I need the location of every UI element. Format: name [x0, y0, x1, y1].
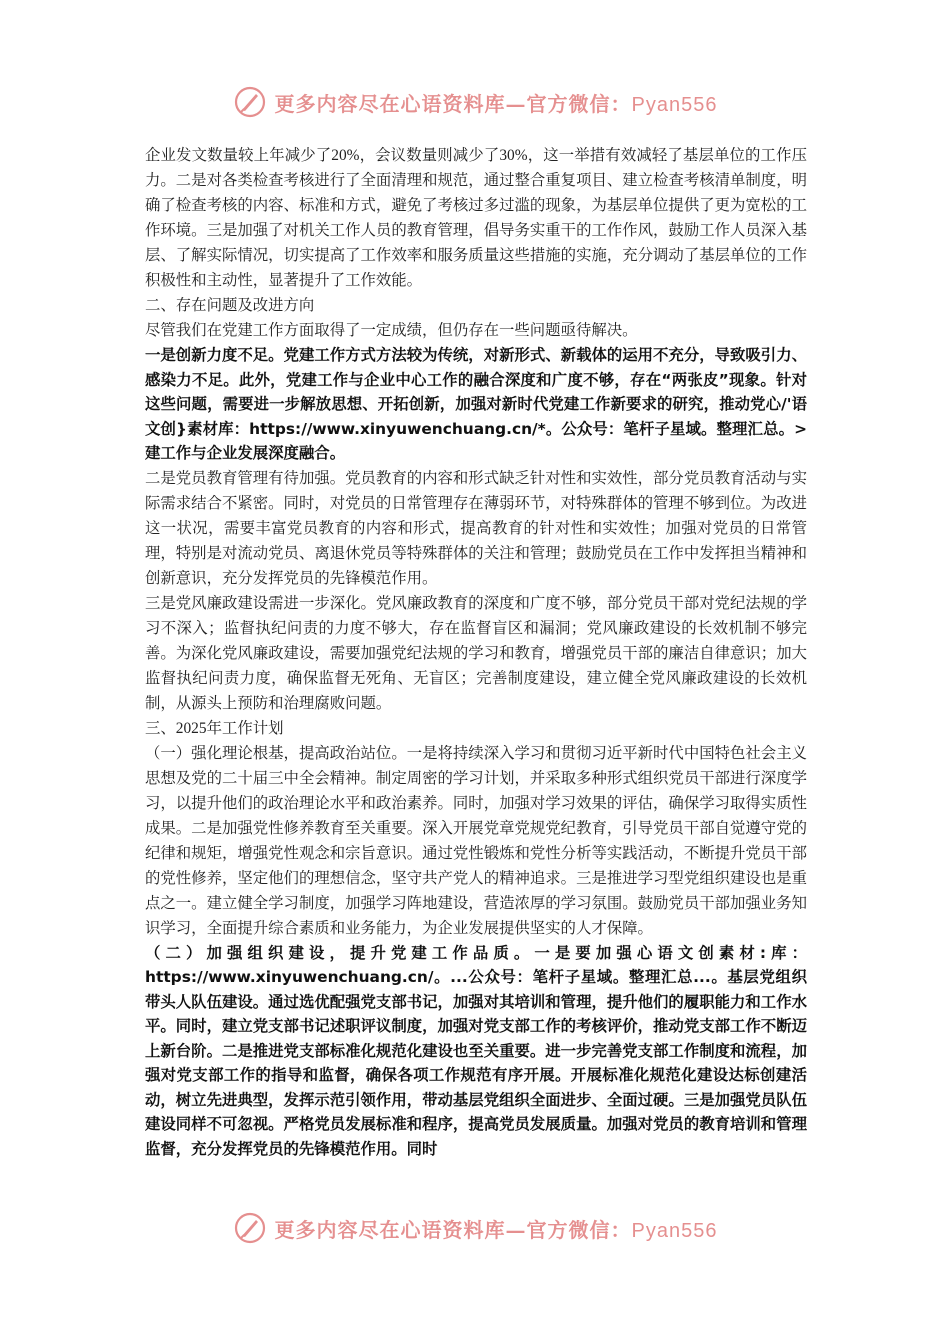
banner-text: 更多内容尽在心语资料库—官方微信：Pyan556 [274, 91, 718, 116]
section-heading-3: 三、2025年工作计划 [145, 719, 284, 737]
paragraph-1: 企业发文数量较上年减少了20%，会议数量则减少了30%，这一举措有效减轻了基层单位的工作压力。二是对各类检查考核进行了全面清理和规范，通过整合重复项目、建立检查考核清单制度，明确了检查考核的内容、标准和方式，避免了考核过多过滥的现象，为基层单位提供了更为宽松的工作环境。三是加强了对机关工作人员的教育管理，倡导务实重干的工作作风，鼓励工作人员深入基层、了解实际情况，切实提高了工作效率和服务质量这些措施的实施，充分调动了基层单位的工作积极性和主动性，显著提升了工作效能。 [145, 147, 807, 289]
quill-logo-icon [233, 1211, 267, 1245]
wechat-id: Pyan556 [631, 93, 718, 116]
header-watermark-banner [0, 82, 950, 122]
paragraph-9: （二）加强组织建设，提升党建工作品质。一是要加强心语文创素材:库：https://www.xinyuwenchuang.cn/。...公众号：笔杆子星域。整理汇总...。基层党组织带头人队伍建设。通过选优配强党支部书记，加强对其培训和管理，提升他们的履职能力和工作水平。同时，建立党支部书记述职评议制度，加强对党支部工作的考核评价，推动党支部工作不断迈上新台阶。二是推进党支部标准化规范化建设也至关重要。进一步完善党支部工作制度和流程，加强对党支部工作的指导和监督，确保各项工作规范有序开展。开展标准化规范化建设达标创建活动，树立先进典型，发挥示范引领作用，带动基层党组织全面进步、全面过硬。三是加强党员队伍建设同样不可忽视。严格党员发展标准和程序，提高党员发展质量。加强对党员的教育培训和管理监督，充分发挥党员的先锋模范作用。同时 [145, 943, 807, 1158]
paragraph-8: （一）强化理论根基，提高政治站位。一是将持续深入学习和贯彻习近平新时代中国特色社会主义思想及党的二十届三中全会精神。制定周密的学习计划，并采取多种形式组织党员干部进行深度学习，以提升他们的政治理论水平和政治素养。同时，加强对学习效果的评估，确保学习取得实质性成果。二是加强党性修养教育至关重要。深入开展党章党规党纪教育，引导党员干部自觉遵守党的纪律和规矩，增强党性观念和宗旨意识。通过党性锻炼和党性分析等实践活动，不断提升党员干部的党性修养，坚定他们的理想信念，坚守共产党人的精神追求。三是推进学习型党组织建设也是重点之一。建立健全学习制度，加强学习阵地建设，营造浓厚的学习氛围。鼓励党员干部加强业务知识学习，全面提升综合素质和业务能力，为企业发展提供坚实的人才保障。 [145, 744, 807, 937]
wechat-id: Pyan556 [631, 1219, 718, 1242]
section-heading-2: 二、存在问题及改进方向 [145, 297, 315, 314]
paragraph-5: 二是党员教育管理有待加强。党员教育的内容和形式缺乏针对性和实效性，部分党员教育活动与实际需求结合不紧密。同时，对党员的日常管理存在薄弱环节，对特殊群体的管理不够到位。为改进这一状况，需要丰富党员教育的内容和形式，提高教育的针对性和实效性；加强对党员的日常管理，特别是对流动党员、离退休党员等特殊群体的关注和管理；鼓励党员在工作中发挥担当精神和创新意识，充分发挥党员的先锋模范作用。 [145, 469, 807, 587]
document-body [145, 143, 807, 1161]
quill-logo-icon [233, 85, 267, 119]
banner-text: 更多内容尽在心语资料库—官方微信：Pyan556 [274, 1217, 718, 1242]
paragraph-6: 三是党风廉政建设需进一步深化。党风廉政教育的深度和广度不够，部分党员干部对党纪法规的学习不深入；监督执纪问责的力度不够大，存在监督盲区和漏洞；党风廉政建设的长效机制不够完善。为深化党风廉政建设，需要加强党纪法规的学习和教育，增强党员干部的廉洁自律意识；加大监督执纪问责力度，确保监督无死角、无盲区；完善制度建设，建立健全党风廉政建设的长效机制，从源头上预防和治理腐败问题。 [145, 594, 807, 712]
footer-watermark-banner [0, 1208, 950, 1248]
paragraph-4: 一是创新力度不足。党建工作方式方法较为传统，对新形式、新载体的运用不充分，导致吸引力、感染力不足。此外，党建工作与企业中心工作的融合深度和广度不够，存在“两张皮”现象。针对这些问题，需要进一步解放思想、开拓创新，加强对新时代党建工作新要求的研究，推动党心/'语文创}素材库：https://www.xinyuwenchuang.cn/*。公众号：笔杆子星域。整理汇总。>建工作与企业发展深度融合。 [145, 346, 807, 462]
paragraph-3: 尽管我们在党建工作方面取得了一定成绩，但仍存在一些问题亟待解决。 [145, 322, 638, 339]
